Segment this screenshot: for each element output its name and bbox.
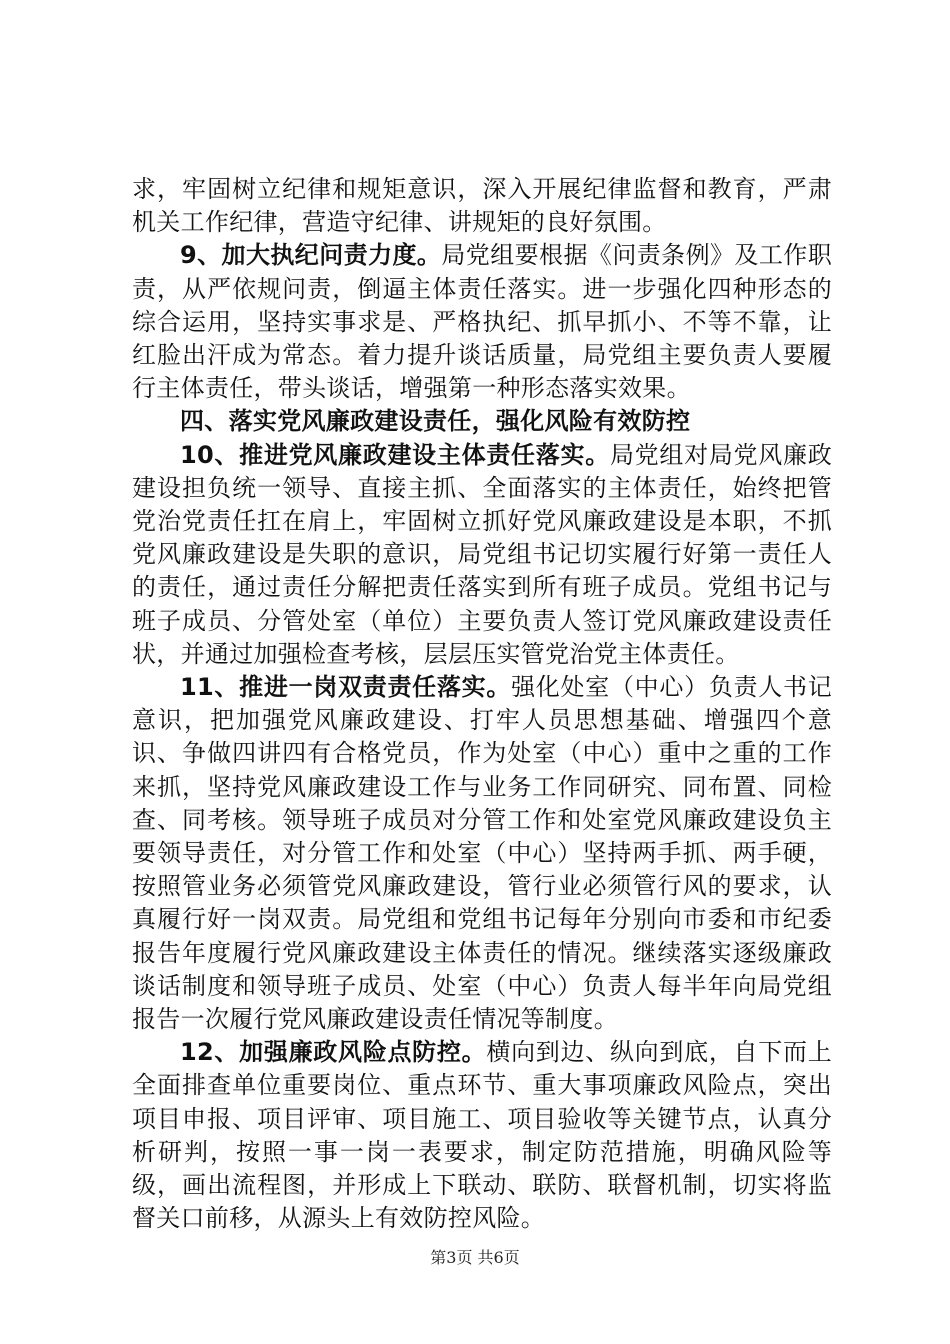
paragraph-heading: 9、加大执纪问责力度。 [180,241,442,270]
paragraph-body: 强化处室（中心）负责人书记意识，把加强党风廉政建设、打牢人员思想基础、增强四个意识、争做四讲四有合格党员，作为处室（中心）重中之重的工作来抓，坚持党风廉政建设工作与业务工作同研究、同布置、同检查、同考核。领导班子成员对分管工作和处室党风廉政建设负主要领导责任，对分管工作和处室（中心）坚持两手抓、两手硬，按照管业务必须管党风廉政建设，管行业必须管行风的要求，认真履行好一岗双责。局党组和党组书记每年分别向市委和市纪委报告年度履行党风廉政建设主体责任的情况。继续落实逐级廉政谈话制度和领导班子成员、处室（中心）负责人每半年向局党组报告一次履行党风廉政建设责任情况等制度。 [132,673,832,1034]
page-footer [0,1245,950,1268]
page-number: 第3页 共6页 [430,1248,520,1267]
section-heading-4 [132,405,832,438]
document-body [132,173,832,1236]
paragraph-body: 横向到边、纵向到底，自下而上全面排查单位重要岗位、重点环节、重大事项廉政风险点，突出项目申报、项目评审、项目施工、项目验收等关键节点，认真分析研判，按照一事一岗一表要求，制定防范措施，明确风险等级，画出流程图，并形成上下联动、联防、联督机制，切实将监督关口前移，从源头上有效防控风险。 [132,1038,832,1233]
paragraph-body: 局党组要根据《问责条例》及工作职责，从严依规问责，倒逼主体责任落实。进一步强化四种形态的综合运用，坚持实事求是、严格执纪、抓早抓小、不等不靠，让红脸出汗成为常态。着力提升谈话质量，局党组主要负责人要履行主体责任，带头谈话，增强第一种形态落实效果。 [132,241,832,403]
paragraph-item-11 [132,671,832,1036]
paragraph-body: 局党组对局党风廉政建设担负统一领导、直接主抓、全面落实的主体责任，始终把管党治党责任扛在肩上，牢固树立抓好党风廉政建设是本职，不抓党风廉政建设是失职的意识，局党组书记切实履行好第一责任人的责任，通过责任分解把责任落实到所有班子成员。党组书记与班子成员、分管处室（单位）主要负责人签订党风廉政建设责任状，并通过加强检查考核，层层压实管党治党主体责任。 [132,440,832,668]
paragraph-heading: 10、推进党风廉政建设主体责任落实。 [180,440,610,469]
paragraph-body: 求，牢固树立纪律和规矩意识，深入开展纪律监督和教育，严肃机关工作纪律，营造守纪律、讲规矩的良好氛围。 [132,175,832,237]
paragraph-item-10 [132,439,832,671]
paragraph-heading: 11、推进一岗双责责任落实。 [180,673,512,702]
paragraph-item-9 [132,239,832,405]
paragraph-heading: 12、加强廉政风险点防控。 [180,1038,487,1067]
section-heading-text: 四、落实党风廉政建设责任，强化风险有效防控 [180,407,691,436]
paragraph-continuation [132,173,832,239]
paragraph-item-12 [132,1036,832,1235]
